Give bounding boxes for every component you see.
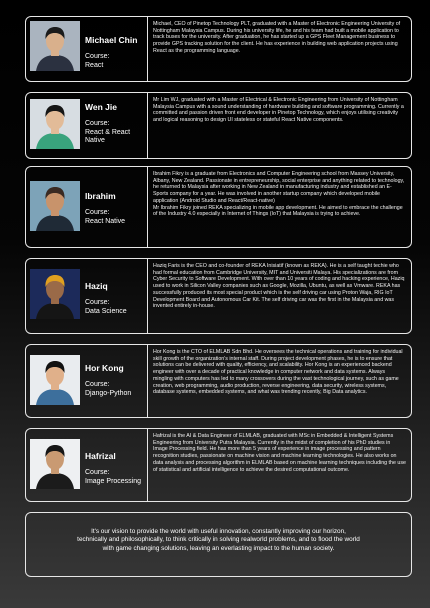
profile-name: Hafrizal — [85, 451, 116, 461]
profile-bio: Mr Lim WJ, graduated with a Master of Electrical & Electronic Engineering from University of Nottingham Malaysia Campus with a sound understanding of hardware building and software programming. Currently a committed and passion driven front end developer in Pinetop Technology, which enjoys utilising creativity and logical reasoning to design UI stateless or stateful React Native components. — [153, 97, 404, 124]
person-silhouette-icon — [30, 181, 80, 231]
person-silhouette-icon — [30, 439, 80, 489]
card-divider — [147, 167, 148, 247]
profile-card-haziq — [25, 258, 412, 334]
profile-name: Ibrahim — [85, 191, 116, 201]
card-divider — [147, 429, 148, 501]
profile-card-michael-chin — [25, 16, 412, 82]
card-divider — [147, 93, 148, 158]
profile-course: Course: React — [85, 53, 110, 69]
profile-name: Haziq — [85, 281, 108, 291]
portrait-photo — [30, 269, 80, 319]
portrait-photo — [30, 181, 80, 231]
profile-bio: Hafrizal is the AI & Data Engineer of ELMLAB, graduated with MSc in Embedded & Intelligent Systems Engineering from University Putra Malaysia. Currently in the midst of completion of his PhD studies in Image Processing field. He has more than 5 years of experience in image processing and pattern recognition studies, passionate on machine vision and machine learning technologies. He also works on data analysis and processing algorithm in ELMLAB based on machine learning techniques including the use of statistical and artificial intelligence to achieve the desired computational outcome. — [153, 433, 406, 473]
portrait-photo — [30, 355, 80, 405]
profile-bio: Michael, CEO of Pinetop Technology PLT, graduated with a Master of Electronic Engineering University of Nottingham Malaysia Campus. During his university life, he and his team had built a mobile application to track buses for the university. After graduation, he has started up a GPS Fleet Management business to provide GPS tracking solution for the client. He has experience in building web application projects using React as the programming language. — [153, 21, 401, 54]
profile-name: Hor Kong — [85, 363, 124, 373]
profile-card-ibrahim — [25, 166, 412, 248]
portrait-photo — [30, 21, 80, 71]
card-divider — [147, 259, 148, 333]
profile-name: Michael Chin — [85, 35, 138, 45]
profile-bio: Hor Kong is the CTO of ELMLAB Sdn Bhd. He oversees the technical operations and training for individual skill growth of the organization's internal staff. During project development phases, he is to ensure that solutions can be delivered with quality, efficiency, and scalability. Hor Kong is an experienced backend engineer with over a decade of practical knowledge in computer network and data systems. Always mingling with computers has led to many crossovers during the vast technological journey, such as game creation, web programming, audio production, reverse engineering, data security, wireless systems, database systems, embedded systems, and what was trending recently, Big Data analytics. — [153, 349, 403, 396]
profile-bio: Ibrahim Fikry is a graduate from Electronics and Computer Engineering school from Massey University, Albany, New Zealand. Passionate in entrepreneurship, social enterprise and anything related to technology, he returned to Malaysia after working in New Zealand in manufacturing industry and established an E-Sports company for a year. He was involved in another startup company which developed mobile application (Android Studio and React/React-native) Mr Ibrahim Fikry joined REKA specializing in mobile app development. He aimed to embrace the challenge of the Industry 4.0 especially in Internet of Things (IoT) that Malaysia is trying to achieve. — [153, 171, 405, 218]
profile-course: Course: Data Science — [85, 299, 127, 315]
person-silhouette-icon — [30, 269, 80, 319]
profile-card-hafrizal — [25, 428, 412, 502]
profile-course: Course: React Native — [85, 209, 126, 225]
card-divider — [147, 17, 148, 81]
profile-course: Course: Image Processing — [85, 469, 142, 485]
portrait-photo — [30, 99, 80, 149]
profile-name: Wen Jie — [85, 102, 117, 112]
profile-card-hor-kong — [25, 344, 412, 418]
card-divider — [147, 345, 148, 417]
person-silhouette-icon — [30, 21, 80, 71]
portrait-photo — [30, 439, 80, 489]
person-silhouette-icon — [30, 355, 80, 405]
profile-bio: Haziq Faris is the CEO and co-founder of REKA Inisiatif (known as REKA). He is a self taught techie who had formal education from Cambridge University, MIT and Universiti Malaya. His specializations are from Cyber Security to Software Development. With over than 10 years of coding and hacking experience, Haziq used to work in Silicon Valley companies such as Google, Mozilla, Ubuntu, as well as Vmware. REKA has successfully produced its most special product which is the self driving car using Proton Waja, RIG IoT Development Board and Autonomous Car Kit. The self driving car was the first in the Malaysia and was invented entirely in-house. — [153, 263, 405, 310]
person-silhouette-icon — [30, 99, 80, 149]
profile-course: Course: React & React Native — [85, 120, 131, 144]
vision-statement: It's our vision to provide the world with useful innovation, constantly improving our horizon, technically and philosophically, to think critically in solving realworld problems, and to flood the world with game changing solutions, leaving an everlasting impact to the human society. — [25, 512, 412, 577]
profile-card-wen-jie — [25, 92, 412, 159]
profile-course: Course: Django-Python — [85, 381, 132, 397]
